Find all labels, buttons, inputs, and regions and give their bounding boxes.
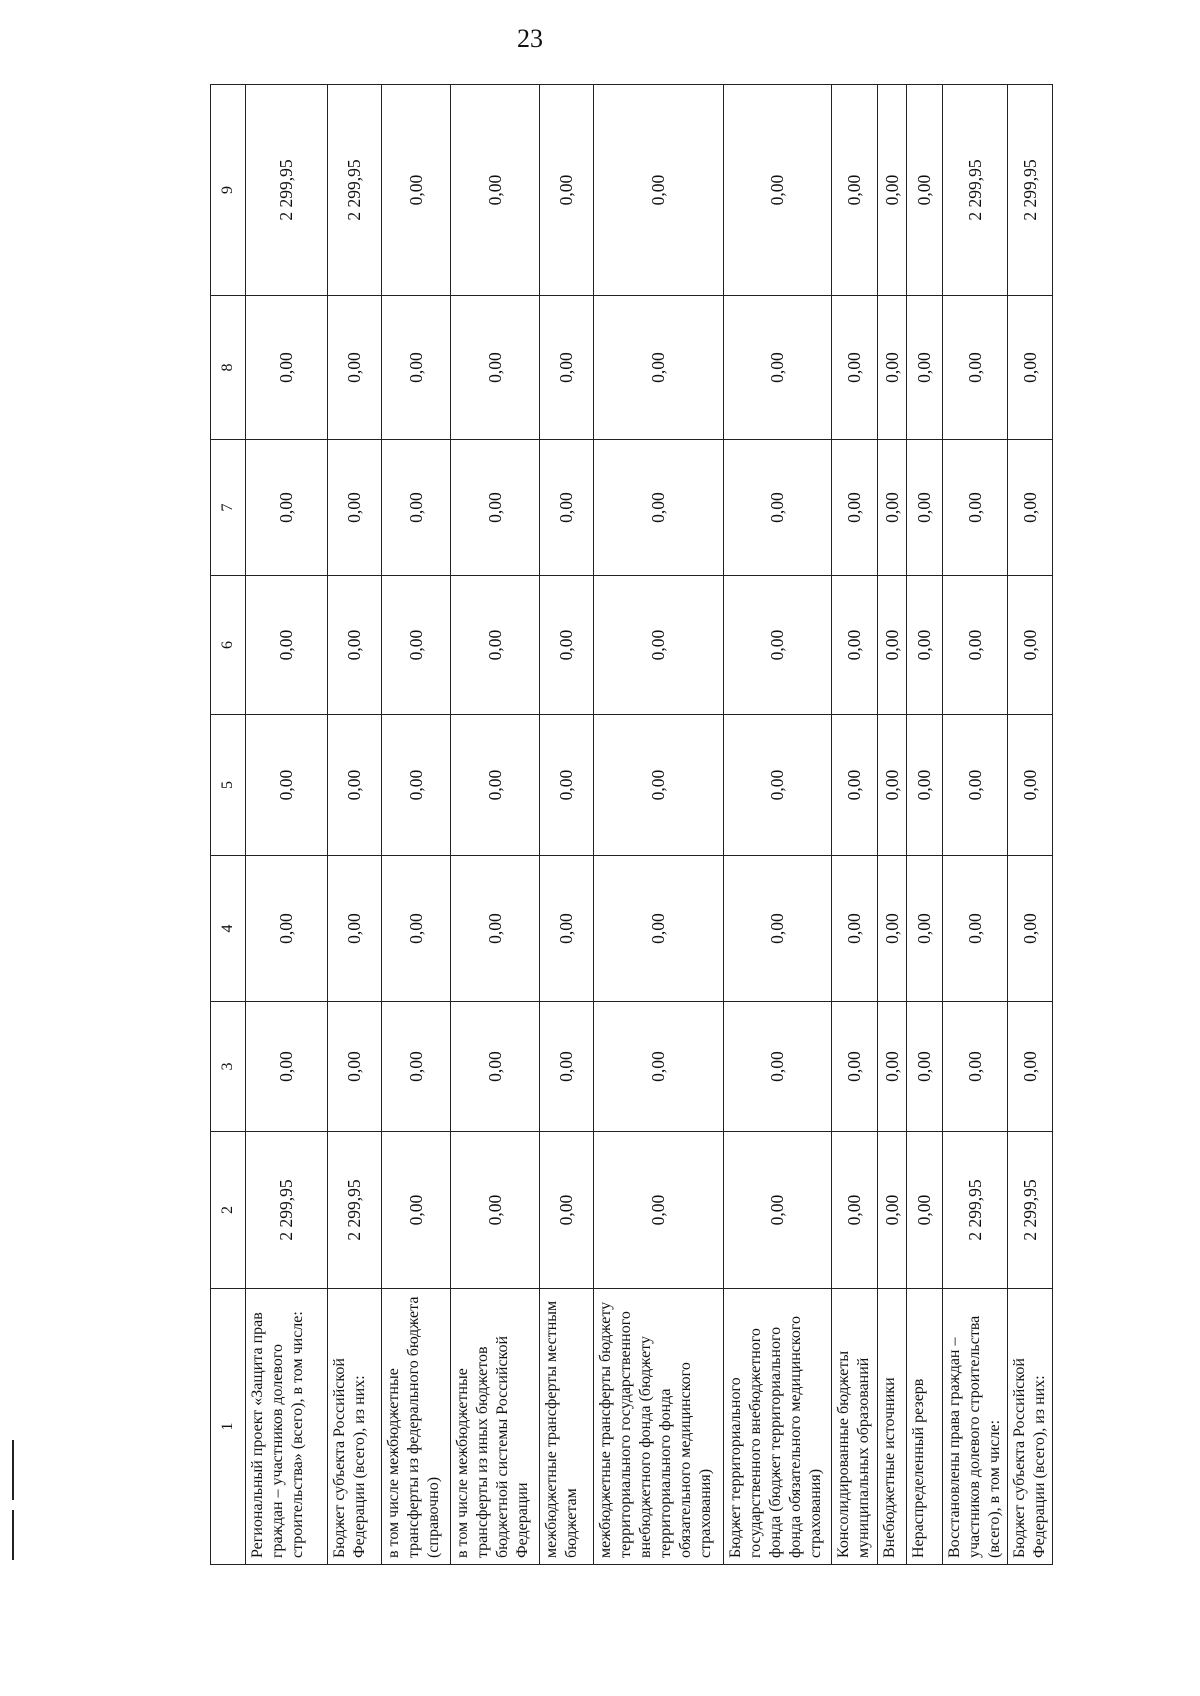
value-cell: 2 299,95 <box>943 85 1008 296</box>
value-cell: 0,00 <box>832 1002 878 1132</box>
value-cell: 0,00 <box>540 1132 594 1289</box>
column-header-3: 3 <box>211 1002 246 1132</box>
value-cell: 0,00 <box>540 576 594 715</box>
row-label: Нераспределенный резерв <box>907 1289 943 1565</box>
value-cell: 0,00 <box>907 440 943 576</box>
value-cell: 0,00 <box>246 715 328 856</box>
value-cell: 0,00 <box>1008 1002 1053 1132</box>
value-cell: 0,00 <box>540 856 594 1002</box>
value-cell: 0,00 <box>451 715 540 856</box>
row-label: Консолидированные бюджеты муниципальных образований <box>832 1289 878 1565</box>
value-cell: 2 299,95 <box>1008 1132 1053 1289</box>
row-label: Региональный проект «Защита прав граждан – участников долевого строительства» (всего), в том числе: <box>246 1289 328 1565</box>
value-cell: 0,00 <box>724 576 832 715</box>
value-cell: 0,00 <box>943 856 1008 1002</box>
table-row <box>878 85 907 1565</box>
value-cell: 0,00 <box>594 1002 724 1132</box>
value-cell: 0,00 <box>540 296 594 440</box>
value-cell: 0,00 <box>724 296 832 440</box>
header-row <box>211 85 246 1565</box>
value-cell: 0,00 <box>451 856 540 1002</box>
value-cell: 0,00 <box>246 440 328 576</box>
column-header-7: 7 <box>211 440 246 576</box>
value-cell: 0,00 <box>246 296 328 440</box>
value-cell: 0,00 <box>1008 856 1053 1002</box>
value-cell: 0,00 <box>451 1132 540 1289</box>
value-cell: 0,00 <box>246 576 328 715</box>
value-cell: 0,00 <box>832 296 878 440</box>
value-cell: 0,00 <box>724 856 832 1002</box>
column-header-1: 1 <box>211 1289 246 1565</box>
table-row <box>451 85 540 1565</box>
value-cell: 0,00 <box>832 440 878 576</box>
row-label: Внебюджетные источники <box>878 1289 907 1565</box>
table-row <box>832 85 878 1565</box>
value-cell: 0,00 <box>328 576 382 715</box>
value-cell: 0,00 <box>878 85 907 296</box>
value-cell: 0,00 <box>540 85 594 296</box>
table-row <box>328 85 382 1565</box>
value-cell: 0,00 <box>907 1002 943 1132</box>
table-row <box>246 85 328 1565</box>
value-cell: 0,00 <box>943 576 1008 715</box>
value-cell: 0,00 <box>328 440 382 576</box>
value-cell: 0,00 <box>246 1002 328 1132</box>
row-label: Бюджет субъекта Российской Федерации (всего), из них: <box>328 1289 382 1565</box>
value-cell: 0,00 <box>382 856 451 1002</box>
row-label: в том числе межбюджетные трансферты из иных бюджетов бюджетной системы Российской Федерации <box>451 1289 540 1565</box>
column-header-2: 2 <box>211 1132 246 1289</box>
value-cell: 0,00 <box>1008 576 1053 715</box>
value-cell: 0,00 <box>724 1132 832 1289</box>
value-cell: 0,00 <box>451 1002 540 1132</box>
value-cell: 0,00 <box>907 715 943 856</box>
value-cell: 0,00 <box>594 296 724 440</box>
value-cell: 2 299,95 <box>246 85 328 296</box>
value-cell: 0,00 <box>832 85 878 296</box>
table-row <box>382 85 451 1565</box>
value-cell: 0,00 <box>246 856 328 1002</box>
value-cell: 0,00 <box>943 440 1008 576</box>
table-body <box>246 85 1053 1565</box>
value-cell: 2 299,95 <box>246 1132 328 1289</box>
value-cell: 0,00 <box>878 296 907 440</box>
row-label: межбюджетные трансферты бюджету территориального государственного внебюджетного фонда (бюджету территориального фонда обязательного медицинского страхования) <box>594 1289 724 1565</box>
value-cell: 0,00 <box>907 576 943 715</box>
value-cell: 0,00 <box>382 85 451 296</box>
value-cell: 0,00 <box>832 1132 878 1289</box>
column-header-6: 6 <box>211 576 246 715</box>
value-cell: 0,00 <box>594 440 724 576</box>
value-cell: 0,00 <box>832 715 878 856</box>
page-number: 23 <box>517 24 543 53</box>
table-row <box>724 85 832 1565</box>
rotated-financing-table <box>210 85 1048 1565</box>
value-cell: 0,00 <box>451 576 540 715</box>
value-cell: 2 299,95 <box>943 1132 1008 1289</box>
value-cell: 0,00 <box>382 440 451 576</box>
table-row <box>1008 85 1053 1565</box>
value-cell: 0,00 <box>943 715 1008 856</box>
margin-mark-top <box>12 1440 14 1500</box>
value-cell: 0,00 <box>878 576 907 715</box>
value-cell: 0,00 <box>943 296 1008 440</box>
value-cell: 0,00 <box>540 440 594 576</box>
value-cell: 0,00 <box>878 440 907 576</box>
value-cell: 0,00 <box>907 296 943 440</box>
column-header-5: 5 <box>211 715 246 856</box>
value-cell: 0,00 <box>878 1132 907 1289</box>
value-cell: 0,00 <box>451 440 540 576</box>
value-cell: 0,00 <box>594 856 724 1002</box>
financing-table <box>210 84 1053 1565</box>
table-row <box>907 85 943 1565</box>
table-row <box>943 85 1008 1565</box>
value-cell: 0,00 <box>832 576 878 715</box>
value-cell: 0,00 <box>907 85 943 296</box>
value-cell: 0,00 <box>382 296 451 440</box>
value-cell: 0,00 <box>943 1002 1008 1132</box>
column-header-4: 4 <box>211 856 246 1002</box>
value-cell: 0,00 <box>451 296 540 440</box>
value-cell: 0,00 <box>907 1132 943 1289</box>
value-cell: 0,00 <box>328 296 382 440</box>
value-cell: 0,00 <box>1008 296 1053 440</box>
row-label: Восстановлены права граждан – участников долевого строительства (всего), в том числе: <box>943 1289 1008 1565</box>
column-header-8: 8 <box>211 296 246 440</box>
table-row <box>540 85 594 1565</box>
margin-mark-bottom <box>12 1510 14 1560</box>
value-cell: 0,00 <box>382 1132 451 1289</box>
value-cell: 0,00 <box>907 856 943 1002</box>
row-label: в том числе межбюджетные трансферты из федерального бюджета (справочно) <box>382 1289 451 1565</box>
value-cell: 0,00 <box>328 715 382 856</box>
row-label: Бюджет субъекта Российской Федерации (всего), из них: <box>1008 1289 1053 1565</box>
row-label: межбюджетные трансферты местным бюджетам <box>540 1289 594 1565</box>
value-cell: 2 299,95 <box>1008 85 1053 296</box>
value-cell: 0,00 <box>594 715 724 856</box>
value-cell: 0,00 <box>724 715 832 856</box>
value-cell: 0,00 <box>878 856 907 1002</box>
value-cell: 0,00 <box>382 576 451 715</box>
value-cell: 0,00 <box>724 440 832 576</box>
value-cell: 0,00 <box>328 1002 382 1132</box>
value-cell: 0,00 <box>594 85 724 296</box>
value-cell: 2 299,95 <box>328 85 382 296</box>
value-cell: 0,00 <box>832 856 878 1002</box>
value-cell: 0,00 <box>540 1002 594 1132</box>
value-cell: 2 299,95 <box>328 1132 382 1289</box>
row-label: Бюджет территориального государственного внебюджетного фонда (бюджет территориального фонда обязательного медицинского страхования) <box>724 1289 832 1565</box>
value-cell: 0,00 <box>724 1002 832 1132</box>
column-header-9: 9 <box>211 85 246 296</box>
value-cell: 0,00 <box>451 85 540 296</box>
value-cell: 0,00 <box>594 576 724 715</box>
value-cell: 0,00 <box>540 715 594 856</box>
value-cell: 0,00 <box>382 715 451 856</box>
value-cell: 0,00 <box>878 715 907 856</box>
table-row <box>594 85 724 1565</box>
value-cell: 0,00 <box>382 1002 451 1132</box>
value-cell: 0,00 <box>1008 440 1053 576</box>
value-cell: 0,00 <box>878 1002 907 1132</box>
value-cell: 0,00 <box>724 85 832 296</box>
value-cell: 0,00 <box>1008 715 1053 856</box>
value-cell: 0,00 <box>594 1132 724 1289</box>
value-cell: 0,00 <box>328 856 382 1002</box>
